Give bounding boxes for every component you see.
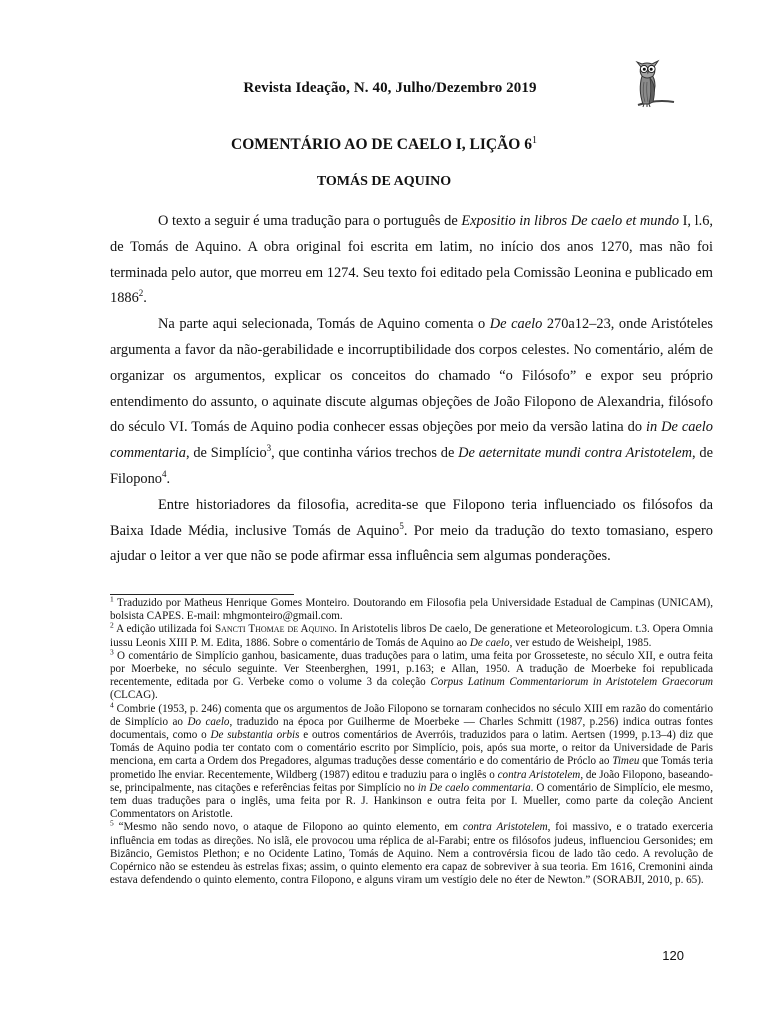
footnote-ref: 5 (110, 818, 114, 828)
text-run: e outros comentários de Averróis, traduzidos para o latim. Aertsen (1999, p.13–4) diz que Tomás de Aquino podia ter contato com o comentário escrito por Simplício, pois, após sua morte, o reitor da Universidade de Paris menciona, em carta a Ordem dos Pregadores, algumas traduções desse comentário e do comentário de Próclo ao (110, 729, 713, 768)
italic-text: De aeternitate mundi contra Aristotelem (458, 445, 693, 462)
title-footnote-ref: 1 (532, 135, 537, 146)
text-run: “Mesmo não sendo novo, o ataque de Filopono ao quinto elemento, em (113, 821, 463, 834)
footnotes (110, 594, 714, 887)
text-run: , foi massivo, e o tratado exerceria influência em todas as direções. No islã, ele provocou uma réplica de al-Farabi; entre os filósofos judeus, influenciou Gersonides; em Bizâncio, Gemistos Plethon; e no Ocidente Latino, Tomás de Aquino. Nem a controvérsia ficou de lado tão cedo. A revolução de Copérnico não se estendeu às estrelas fixas; assim, o quinto elemento era capaz de sobreviver à sua teoria. Em 1616, Cremonini ainda estava defendendo o quinto elemento, contra Filopono, e alguns viram um vestígio dele no éter de Newton.” (SORABJI, 2010, p. 65). (110, 821, 713, 887)
footnote-ref: 5 (399, 520, 404, 531)
italic-text: De caelo (469, 636, 510, 649)
footnote (110, 620, 714, 649)
italic-text: Do caelo (187, 715, 230, 728)
paragraph (110, 312, 713, 493)
footnote-ref: 4 (110, 699, 114, 709)
footnote (110, 594, 713, 623)
paragraph (110, 493, 713, 570)
italic-text: De caelo (489, 316, 543, 333)
text-run: Sancti Thomae de Aquino (214, 623, 335, 636)
text-run: , ver estudo de Weisheipl, 1985. (509, 636, 652, 649)
italic-text: Corpus Latinum Commentariorum in Aristotelem Graecorum (430, 676, 713, 689)
footnote-separator (110, 594, 294, 595)
text-run: , de Filopono (110, 445, 713, 487)
journal-header: Revista Ideação, N. 40, Julho/Dezembro 2019 (243, 80, 537, 96)
text-run: (CLCAG). (110, 689, 158, 702)
text-run: O comentário de Simplício ganhou, basicamente, duas traduções para o latim, uma feita por Grosseteste, no século XII, e outra feita por Moerbeke, no século seguinte. Ver Steenberghen, 1991, p.163; e Allan, 1950. A tradução de Moerbeke foi republicada recentemente, editada por G. Verbeke como o volume 3 da coleção (110, 649, 713, 689)
text-run: Traduzido por Matheus Henrique Gomes Monteiro. Doutorando em Filosofia pela Universidade Estadual de Campinas (UNICAM), bolsista CAPES. E-mail: mhgmonteiro@gmail.com. (110, 597, 713, 623)
italic-text: Timeu (612, 755, 640, 768)
italic-text: contra Aristotelem (462, 821, 548, 834)
footnote-ref: 3 (266, 443, 272, 454)
text-run: Entre historiadores da filosofia, acredita-se que Filopono teria influenciado os filósofos da Baixa Idade Média, inclusive Tomás de Aquino (110, 496, 713, 539)
footnote (110, 699, 713, 822)
text-run: que Tomás teria prometido lhe enviar. Recentemente, Wildberg (1987) editou e traduziu para o inglês o (110, 755, 713, 781)
owl-logo-icon (626, 52, 676, 114)
italic-text: in De caelo commentaria (110, 419, 713, 462)
paragraph (110, 209, 713, 312)
title-text: COMENTÁRIO AO DE CAELO I, LIÇÃO 6 (231, 136, 532, 154)
text-run: 270a12–23, onde Aristóteles argumenta a favor da não-gerabilidade e incorruptibilidade dos corpos celestes. No comentário, além de organizar os argumentos, explicar os conceitos do chamado “o Filósofo” e expor seu próprio entendimento do assunto, o aquinate discute algumas objeções de João Filopono de Alexandria, filósofo do século VI. Tomás de Aquino podia conhecer essas objeções por meio da versão latina do (110, 316, 714, 436)
author-name: TOMÁS DE AQUINO (316, 174, 452, 189)
footnote-ref: 1 (110, 594, 114, 604)
footnote-ref: 3 (110, 647, 114, 657)
text-run: , de João Filopono, baseando-se, principalmente, nas citações e referências feitas por Simplício no (110, 768, 713, 794)
text-run: . In Aristotelis libros De caelo, De generatione et Meteorologicum. t.3. Opera Omnia iussu Leonis XIII P. M. Edita, 1886. Sobre o comentário de Tomás de Aquino ao (110, 623, 714, 649)
italic-text: in De caelo commentaria (417, 781, 531, 794)
text-run: I, l.6, de Tomás de Aquino. A obra original foi escrita em latim, no início dos anos 1270, mas não foi terminada pelo autor, que morreu em 1274. Seu texto foi editado pela Comissão Leonina e publicado em 1886 (110, 213, 713, 307)
footnote-ref: 4 (161, 469, 167, 480)
text-run: A edição utilizada foi (113, 623, 215, 636)
text-run: , que continha vários trechos de (271, 445, 459, 462)
text-run: Na parte aqui selecionada, Tomás de Aquino comenta o (158, 316, 490, 333)
text-run: . (143, 290, 147, 307)
text-run: . Por meio da tradução do texto tomasiano, espero ajudar o leitor a ver que não se pode afirmar essa influência sem algumas ponderações. (110, 522, 713, 565)
footnote (110, 647, 713, 703)
text-run: , traduzido na época por Guilherme de Moerbeke — Charles Schmitt (1987, p.256) indica outras fontes documentais, como o (110, 715, 713, 742)
text-run: O texto a seguir é uma tradução para o português de (158, 213, 462, 229)
body-text (110, 209, 713, 570)
article-title (40, 135, 728, 154)
italic-text: Expositio in libros De caelo et mundo (461, 213, 680, 229)
text-run: , de Simplício (185, 445, 267, 462)
text-run: . O comentário de Simplício, ele mesmo, tem duas traduções para o inglês, uma feita por R. J. Hankinson e outra feita por I. Mueller, como parte da coleção Ancient Commentators on Aristotle. (110, 781, 713, 821)
text-run: . (166, 470, 171, 487)
footnote-ref: 2 (110, 620, 114, 630)
footnote-ref: 2 (138, 288, 144, 299)
footnote (110, 818, 713, 887)
italic-text: De substantia orbis (210, 729, 300, 742)
page-number: 120 (662, 948, 684, 963)
text-run: Combrie (1953, p. 246) comenta que os argumentos de João Filopono se tornaram conhecidos no século XIII em razão do comentário de Simplício ao (110, 702, 713, 728)
italic-text: contra Aristotelem (497, 768, 581, 781)
